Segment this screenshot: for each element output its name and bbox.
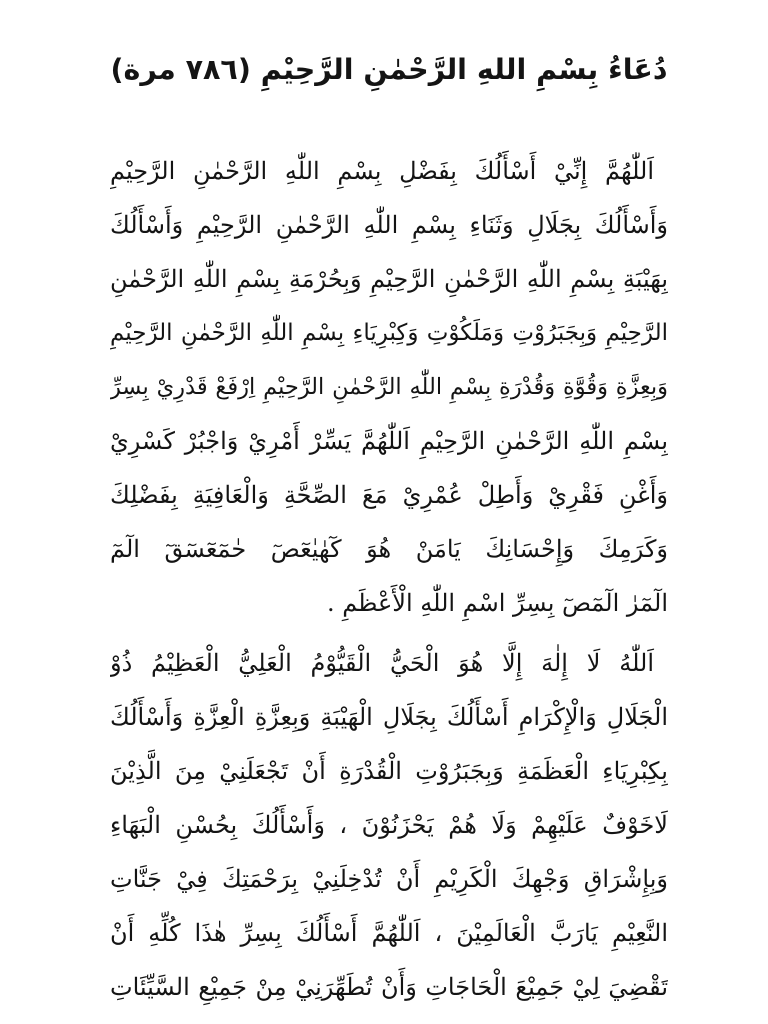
text-line: النَّعِيْمِ يَارَبَّ الْعَالَمِيْنَ ، اَللّٰهُمَّ أَسْأَلُكَ بِسِرِّ هٰذَا كُلِّهِ أَنْ (110, 919, 668, 947)
text-line: بِهَيْبَةِ بِسْمِ اللّٰهِ الرَّحْمٰنِ الرَّحِيْمِ وَبِحُرْمَةِ بِسْمِ اللّٰهِ الرَّحْمٰنِ (110, 265, 668, 293)
page-title: دُعَاءُ بِسْمِ اللهِ الرَّحْمٰنِ الرَّحِيْمِ (٧٨٦ مرة) (110, 53, 668, 86)
text-line: الٓمٓرٰ الٓمٓصٓ بِسِرِّ اسْمِ اللّٰهِ الْأَعْظَمِ . (327, 589, 668, 617)
text-line: لَاخَوْفٌ عَلَيْهِمْ وَلَا هُمْ يَحْزَنُوْنَ ، وَأَسْأَلُكَ بِحُسْنِ الْبَهَاءِ (110, 811, 668, 839)
text-line: وَأَغْنِ فَقْرِيْ وَأَطِلْ عُمْرِيْ مَعَ الصِّحَّةِ وَالْعَافِيَةِ بِفَضْلِكَ (110, 481, 668, 509)
text-line: وَبِإِشْرَاقِ وَجْهِكَ الْكَرِيْمِ أَنْ تُدْخِلَنِيْ بِرَحْمَتِكَ فِيْ جَنَّاتِ (110, 865, 668, 893)
text-line: بِكِبْرِيَاءِ الْعَظَمَةِ وَبِجَبَرُوْتِ الْقُدْرَةِ أَنْ تَجْعَلَنِيْ مِنَ الَّذِيْنَ (110, 757, 668, 785)
text-line: وَبِعِزَّةِ وَقُوَّةِ وَقُدْرَةِ بِسْمِ اللّٰهِ الرَّحْمٰنِ الرَّحِيْمِ اِرْفَعْ قَدْرِيْ بِسِرِّ (110, 374, 668, 400)
text-line: وَأَسْأَلُكَ بِجَلَالِ وَثَنَاءِ بِسْمِ اللّٰهِ الرَّحْمٰنِ الرَّحِيْمِ وَأَسْأَلُكَ (110, 211, 668, 239)
text-line: الرَّحِيْمِ وَبِجَبَرُوْتِ وَمَلَكُوْتِ وَكِبْرِيَاءِ بِسْمِ اللّٰهِ الرَّحْمٰنِ الرَّحِيْمِ (110, 320, 668, 346)
text-line: اَللّٰهُمَّ إِنِّيْ أَسْأَلُكَ بِفَضْلِ بِسْمِ اللّٰهِ الرَّحْمٰنِ الرَّحِيْمِ (110, 157, 654, 185)
paragraph-1 (110, 144, 668, 630)
text-line: بِسْمِ اللّٰهِ الرَّحْمٰنِ الرَّحِيْمِ اَللّٰهُمَّ يَسِّرْ أَمْرِيْ وَاجْبُرْ كَسْرِيْ (110, 427, 668, 455)
text-line: وَكَرَمِكَ وَإِحْسَانِكَ يَامَنْ هُوَ كٓهٰيٰعٓصٓ حٰمٓعٓسٓقٓ الٓمٓ (110, 535, 668, 563)
paragraph-2 (110, 636, 668, 1014)
text-line: تَقْضِيَ لِيْ جَمِيْعَ الْحَاجَاتِ وَأَنْ تُطَهِّرَنِيْ مِنْ جَمِيْعِ السَّيِّئَاتِ (110, 973, 668, 1001)
text-line: اَللّٰهُ لَا إِلٰهَ إِلَّا هُوَ الْحَيُّ الْقَيُّوْمُ الْعَلِيُّ الْعَظِيْمُ ذُوْ (110, 649, 654, 677)
text-line: الْجَلَالِ وَالْإِكْرَامِ أَسْأَلُكَ بِجَلَالِ الْهَيْبَةِ وَبِعِزَّةِ الْعِزَّةِ وَأَسْأَلُكَ (110, 703, 668, 731)
